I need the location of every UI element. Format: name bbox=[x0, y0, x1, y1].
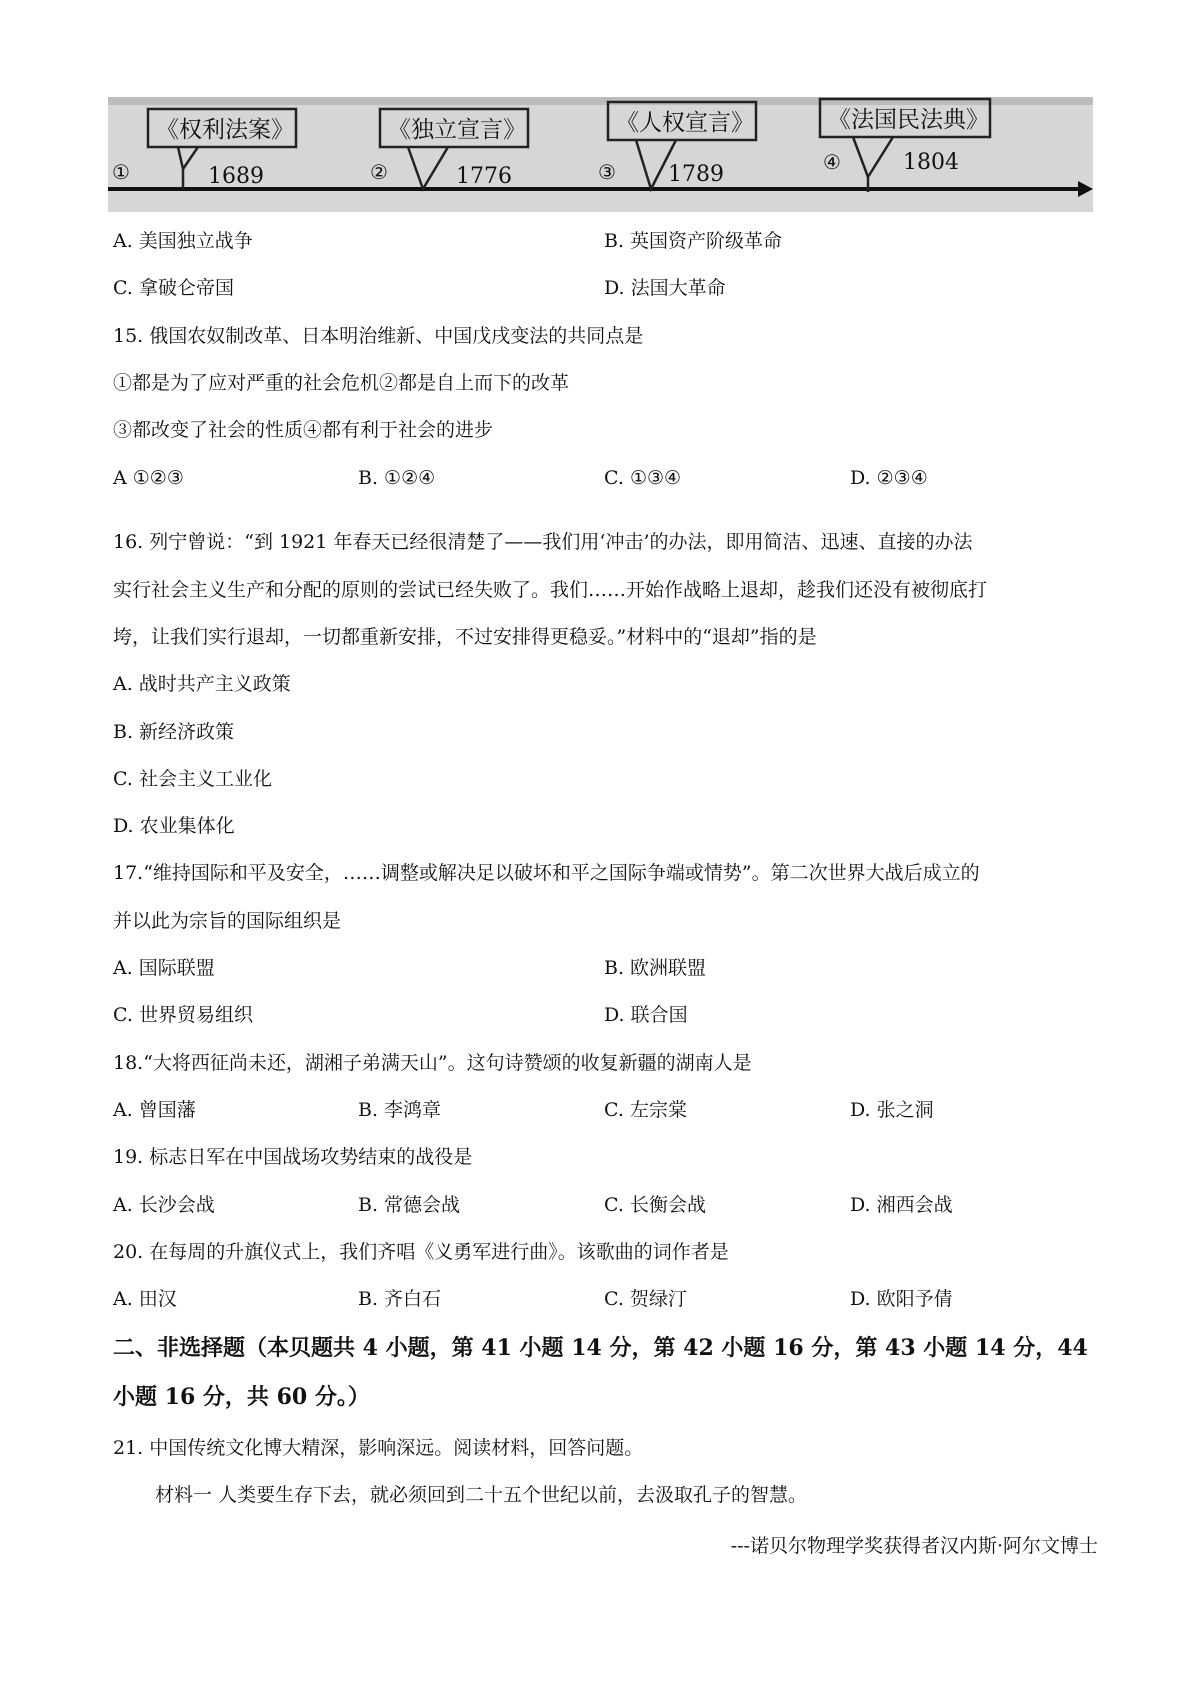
q21-material-1: 材料一 人类要生存下去，就必须回到二十五个世纪以前，去汲取孔子的智慧。 bbox=[155, 1484, 808, 1506]
q17-option-d: D. 联合国 bbox=[604, 1004, 688, 1026]
q19-option-b: B. 常德会战 bbox=[358, 1194, 461, 1216]
q16-option-d: D. 农业集体化 bbox=[113, 815, 235, 837]
q16-stem-line-3: 垮，让我们实行退却，一切都重新安排，不过安排得更稳妥。”材料中的“退却”指的是 bbox=[113, 626, 817, 648]
q18-option-d: D. 张之洞 bbox=[850, 1099, 934, 1121]
q17-option-a: A. 国际联盟 bbox=[113, 957, 215, 979]
q20-stem: 20. 在每周的升旗仪式上，我们齐唱《义勇军进行曲》。该歌曲的词作者是 bbox=[113, 1241, 729, 1263]
q15-stem: 15. 俄国农奴制改革、日本明治维新、中国戊戌变法的共同点是 bbox=[113, 325, 644, 347]
q17-option-c: C. 世界贸易组织 bbox=[113, 1004, 253, 1026]
q15-option-a: A ①②③ bbox=[113, 467, 184, 489]
q18-stem: 18.“大将西征尚未还，湖湘子弟满天山”。这句诗赞颂的收复新疆的湖南人是 bbox=[113, 1052, 752, 1074]
timeline-num-4: ④ bbox=[823, 150, 841, 174]
q15-statement-2: ③都改变了社会的性质④都有利于社会的进步 bbox=[113, 419, 494, 441]
q15-option-c: C. ①③④ bbox=[604, 467, 682, 489]
q19-option-d: D. 湘西会战 bbox=[850, 1194, 953, 1216]
timeline-doc-4: 《法国民法典》 bbox=[828, 107, 989, 133]
q15-option-d: D. ②③④ bbox=[850, 467, 928, 489]
timeline-year-1: 1689 bbox=[208, 164, 264, 189]
q21-stem: 21. 中国传统文化博大精深，影响深远。阅读材料，回答问题。 bbox=[113, 1437, 644, 1459]
q19-option-c: C. 长衡会战 bbox=[604, 1194, 706, 1216]
q14-option-c: C. 拿破仑帝国 bbox=[113, 277, 234, 299]
q14-option-a: A. 美国独立战争 bbox=[113, 230, 253, 252]
q20-option-c: C. 贺绿汀 bbox=[604, 1288, 687, 1310]
q18-option-c: C. 左宗棠 bbox=[604, 1099, 687, 1121]
q17-stem-line-2: 并以此为宗旨的国际组织是 bbox=[113, 910, 342, 932]
timeline-doc-2: 《独立宣言》 bbox=[388, 117, 526, 143]
q16-option-a: A. 战时共产主义政策 bbox=[113, 673, 291, 695]
q18-option-b: B. 李鸿章 bbox=[358, 1099, 442, 1121]
q16-stem-line-1: 16. 列宁曾说：“到 1921 年春天已经很清楚了——我们用‘冲击’的办法，即用简洁、迅速、直接的办法 bbox=[113, 531, 973, 553]
q16-option-b: B. 新经济政策 bbox=[113, 721, 235, 743]
q20-option-a: A. 田汉 bbox=[113, 1288, 177, 1310]
timeline-year-4: 1804 bbox=[903, 150, 959, 175]
q19-option-a: A. 长沙会战 bbox=[113, 1194, 215, 1216]
timeline-year-2: 1776 bbox=[456, 164, 512, 189]
q21-material-source: ---诺贝尔物理学奖获得者汉内斯·阿尔文博士 bbox=[730, 1535, 1098, 1557]
q20-option-b: B. 齐白石 bbox=[358, 1288, 442, 1310]
q15-statement-1: ①都是为了应对严重的社会危机②都是自上而下的改革 bbox=[113, 372, 570, 394]
timeline-figure bbox=[108, 97, 1093, 212]
section-2-heading-line-1: 二、非选择题（本贝题共 4 小题，第 41 小题 14 分，第 42 小题 16 分，第 43 小题 14 分，44 bbox=[113, 1335, 1088, 1361]
q17-stem-line-1: 17.“维持国际和平及安全，……调整或解决足以破坏和平之国际争端或情势”。第二次世界大战后成立的 bbox=[113, 862, 980, 884]
q18-option-a: A. 曾国藩 bbox=[113, 1099, 196, 1121]
q14-option-b: B. 英国资产阶级革命 bbox=[604, 230, 783, 252]
timeline-num-1: ① bbox=[112, 160, 130, 184]
q17-option-b: B. 欧洲联盟 bbox=[604, 957, 707, 979]
q16-option-c: C. 社会主义工业化 bbox=[113, 768, 272, 790]
q15-option-b: B. ①②④ bbox=[358, 467, 436, 489]
section-2-heading-line-2: 小题 16 分，共 60 分。） bbox=[113, 1384, 370, 1410]
timeline-year-3: 1789 bbox=[668, 162, 724, 187]
q16-stem-line-2: 实行社会主义生产和分配的原则的尝试已经失败了。我们……开始作战略上退却，趁我们还没有被彻底打 bbox=[113, 579, 988, 601]
timeline-doc-1: 《权利法案》 bbox=[156, 117, 294, 143]
q20-option-d: D. 欧阳予倩 bbox=[850, 1288, 953, 1310]
timeline-num-2: ② bbox=[370, 160, 388, 184]
timeline-doc-3: 《人权宣言》 bbox=[616, 110, 754, 136]
timeline-num-3: ③ bbox=[598, 160, 616, 184]
q19-stem: 19. 标志日军在中国战场攻势结束的战役是 bbox=[113, 1146, 473, 1168]
q14-option-d: D. 法国大革命 bbox=[604, 277, 726, 299]
